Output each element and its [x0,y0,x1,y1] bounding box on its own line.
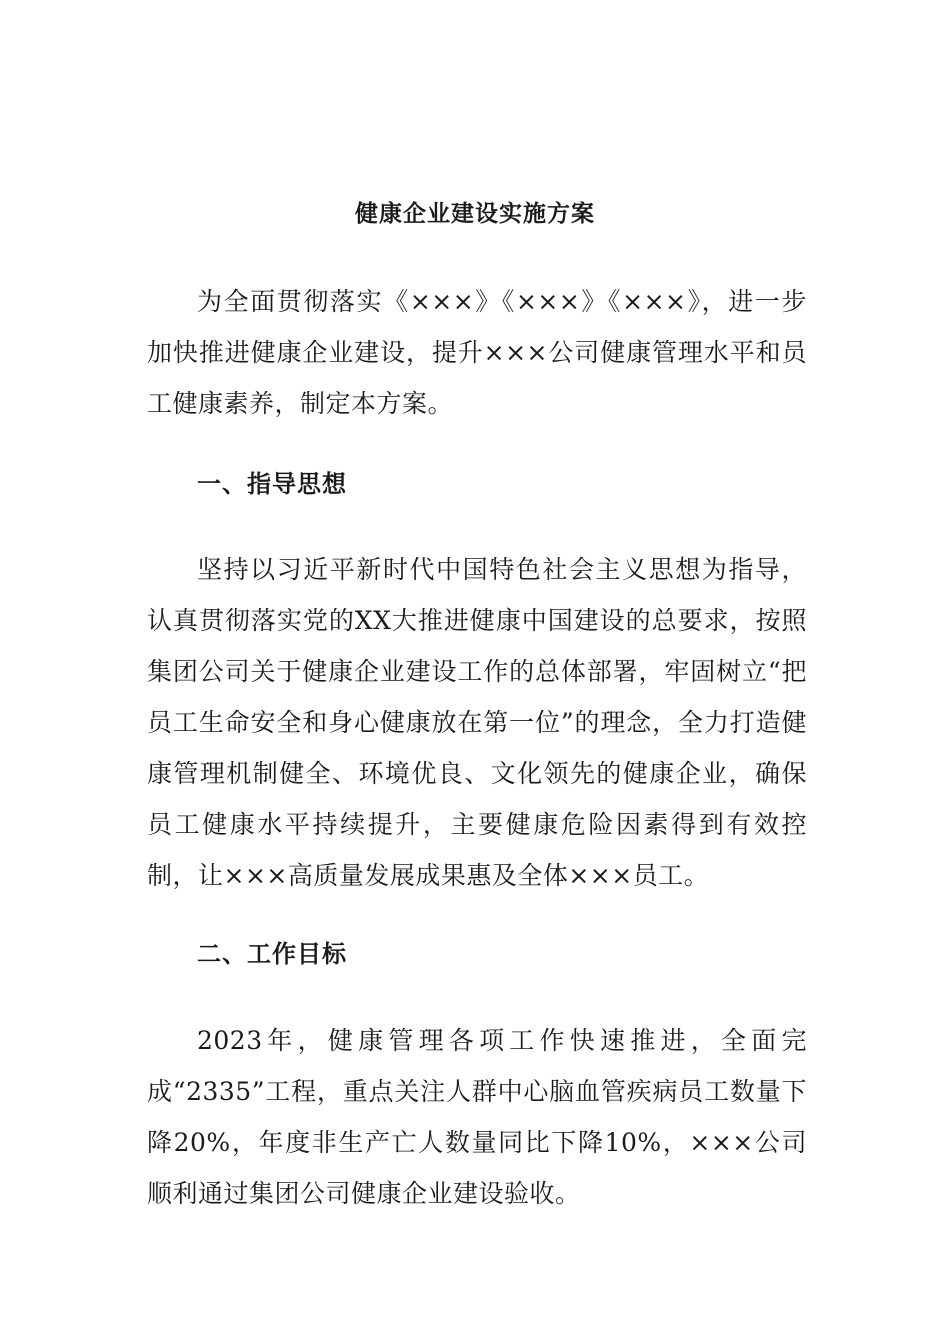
section-paragraph-work-goals: 2023年，健康管理各项工作快速推进，全面完成“2335”工程，重点关注人群中心脑血管疾病员工数量下降20%，年度非生产亡人数量同比下降10%，×××公司顺利通过集团公司健康企业建设验收。 [147,1026,807,1208]
section-paragraph-guiding-ideology: 坚持以习近平新时代中国特色社会主义思想为指导，认真贯彻落实党的XX大推进健康中国建设的总要求，按照集团公司关于健康企业建设工作的总体部署，牢固树立“把员工生命安全和身心健康放在第一位”的理念，全力打造健康管理机制健全、环境优良、文化领先的健康企业，确保员工健康水平持续提升，主要健康危险因素得到有效控制，让×××高质量发展成果惠及全体×××员工。 [147,555,807,890]
intro-paragraph: 为全面贯彻落实《×××》《×××》《×××》，进一步加快推进健康企业建设，提升×××公司健康管理水平和员工健康素养，制定本方案。 [147,287,807,418]
section-heading-guiding-ideology: 一、指导思想 [197,469,347,498]
section-heading-work-goals: 二、工作目标 [197,939,347,968]
document-title: 健康企业建设实施方案 [355,200,595,227]
